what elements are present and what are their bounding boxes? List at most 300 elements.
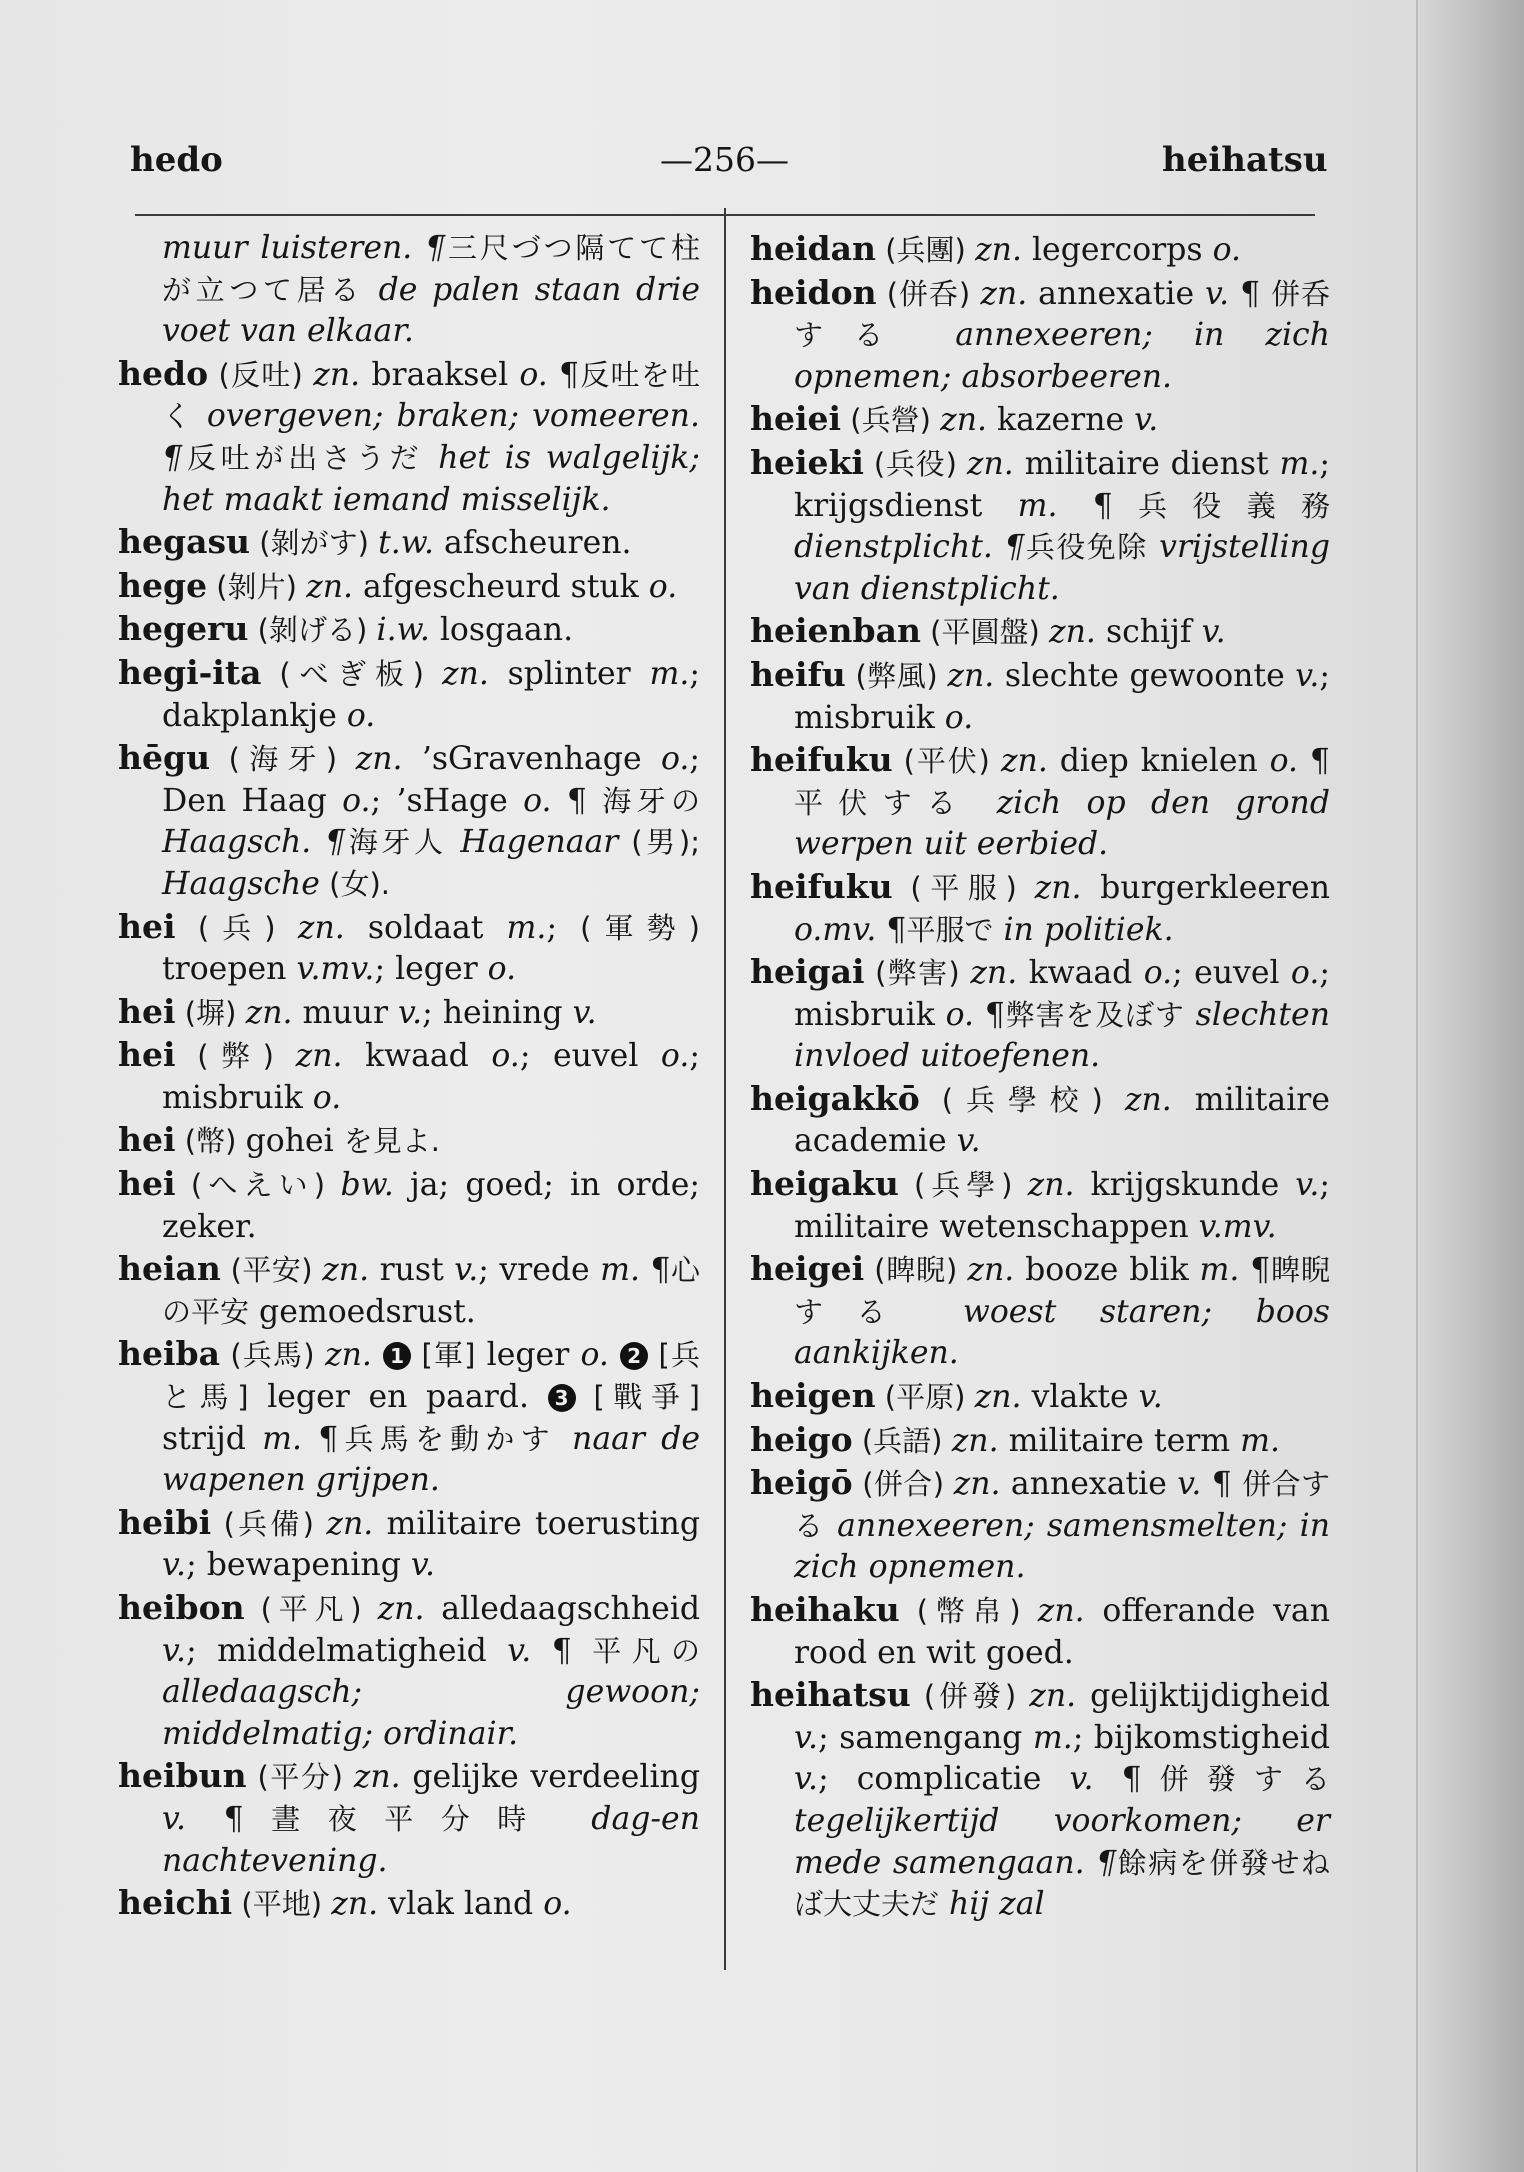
headword: hegasu	[118, 522, 251, 562]
grammar-label: o.	[1269, 743, 1299, 780]
definition-text: ; vrede	[478, 1252, 601, 1289]
grammar-label: m.	[1279, 445, 1320, 482]
headword: heienban	[750, 611, 921, 651]
grammar-label: v.	[1138, 1379, 1163, 1416]
grammar-label: v.	[1201, 614, 1226, 651]
definition-text: ; bijkomstigheid	[1072, 1719, 1330, 1756]
kanji-text: (平分)	[246, 1760, 354, 1795]
headword: heigaku	[750, 1164, 899, 1204]
dictionary-entry	[750, 1375, 1330, 1419]
kanji-text: 睥睨する	[794, 1253, 1330, 1329]
kanji-text: (剝げる)	[248, 613, 377, 648]
grammar-label: m.	[649, 655, 690, 692]
definition-text: kazerne	[987, 402, 1135, 439]
headword: heidon	[750, 272, 877, 312]
kanji-text: (平安)	[220, 1253, 323, 1288]
grammar-label: zn.	[1000, 743, 1048, 780]
kanji-text: (べぎ板)	[261, 656, 442, 691]
definition-text: gelijke verdeeling	[400, 1759, 700, 1796]
kanji-text: (海牙)	[210, 742, 356, 777]
definition-text: ; heining	[422, 994, 573, 1031]
definition-text	[372, 1337, 383, 1373]
grammar-label: zn.	[297, 909, 345, 946]
grammar-label: m.	[1199, 1252, 1240, 1289]
headword: heidan	[750, 229, 876, 268]
headword: hedo	[118, 353, 209, 393]
example-text: annexeeren; in zich opnemen; absorbeeren.	[794, 317, 1330, 395]
grammar-label: zn.	[441, 655, 489, 692]
definition-text: ; militaire wetenschappen	[794, 1167, 1330, 1245]
kanji-text: 併呑する	[794, 276, 1330, 353]
column-divider	[724, 208, 726, 1970]
kanji-text: 平凡の	[592, 1633, 700, 1668]
grammar-label: zn.	[353, 1759, 401, 1796]
dictionary-entry	[750, 654, 1330, 739]
definition-text: troepen	[162, 951, 297, 988]
definition-text: ; samengang	[818, 1719, 1033, 1756]
example-text: woest staren; boos aankijken.	[794, 1293, 1330, 1372]
definition-text: muur	[292, 994, 399, 1031]
grammar-label: o.	[580, 1337, 609, 1374]
grammar-label: o.	[487, 951, 517, 988]
kanji-text: (幣帛)	[899, 1594, 1038, 1628]
example-text: de palen staan drie voet van elkaar.	[162, 271, 700, 350]
grammar-label: v.	[956, 1123, 981, 1160]
grammar-label: o.	[1290, 955, 1320, 992]
headword: heibi	[118, 1502, 212, 1542]
grammar-label: zn.	[295, 1038, 343, 1075]
grammar-label: o.	[312, 1079, 342, 1116]
kanji-text: (男);	[618, 825, 700, 860]
grammar-label: o.	[944, 699, 974, 736]
kanji-text: (剝片)	[207, 569, 307, 604]
grammar-label: zn.	[940, 402, 988, 439]
kanji-text: 心の平安	[162, 1253, 700, 1329]
dictionary-entry	[750, 1419, 1330, 1463]
kanji-text: 兵役義務	[1112, 488, 1330, 523]
dictionary-entry	[118, 1333, 700, 1501]
kanji-text: (兵營)	[841, 403, 941, 438]
headword: heigo	[750, 1419, 853, 1459]
right-column	[750, 228, 1330, 1926]
example-text: muur luisteren. ¶	[162, 230, 446, 266]
example-text: overgeven; braken; vomeeren. ¶	[162, 398, 700, 476]
headword: heifu	[750, 654, 846, 694]
dictionary-entry	[118, 1755, 700, 1882]
dictionary-entry	[118, 608, 700, 652]
headword: heigei	[750, 1249, 865, 1289]
definition-text: annexatie	[1000, 1466, 1178, 1503]
definition-text: burgerkleeren	[1081, 869, 1330, 906]
sense-number: 3	[548, 1384, 576, 1412]
entry-continuation	[118, 228, 700, 353]
grammar-label: v.	[398, 994, 423, 1031]
kanji-text: 海牙の	[602, 783, 700, 818]
dictionary-entry	[118, 1502, 700, 1587]
definition-text: ¶	[547, 356, 580, 393]
definition-text: ; Den Haag	[162, 741, 700, 819]
kanji-text: 併合する	[794, 1467, 1330, 1543]
definition-text: slechte gewoonte	[994, 657, 1296, 694]
kanji-text: (へえい)	[175, 1168, 341, 1203]
kanji-text: (平圓盤)	[920, 615, 1050, 650]
headword: heigen	[750, 1376, 876, 1416]
grammar-label: o.	[523, 782, 552, 819]
headword: hei	[118, 1035, 176, 1075]
definition-text: ¶	[531, 1632, 593, 1669]
kanji-text: 反吐を吐く	[162, 357, 700, 434]
kanji-text: (平凡)	[244, 1592, 378, 1626]
grammar-label: v.mv.	[296, 951, 375, 988]
definition-text: rust	[369, 1252, 455, 1289]
definition-text: leger	[475, 1337, 581, 1374]
grammar-label: i.w.	[376, 612, 430, 649]
grammar-label: o.	[1143, 955, 1173, 992]
grammar-label: o.	[945, 996, 975, 1033]
definition-text: splinter	[488, 655, 650, 692]
grammar-label: zn.	[947, 657, 995, 694]
grammar-label: zn.	[974, 1379, 1022, 1416]
definition-text: afscheuren.	[434, 525, 632, 562]
definition-text: ¶	[974, 996, 1005, 1033]
kanji-text: 晝夜平分時	[243, 1801, 554, 1836]
kanji-text: 三尺づつ隔てて柱が立つて居る	[162, 231, 700, 307]
headword: heiei	[750, 399, 842, 439]
definition-text: ; complicatie	[818, 1761, 1070, 1798]
definition-text: ¶	[1201, 1466, 1243, 1503]
definition-text: afgescheurd stuk	[353, 568, 649, 605]
definition-text: ; euvel	[1172, 955, 1291, 992]
grammar-label: zn.	[324, 1337, 372, 1374]
grammar-label: m.	[1032, 1719, 1073, 1756]
example-text: Haagsch. ¶	[162, 824, 346, 861]
grammar-label: o.	[648, 568, 678, 605]
definition-text: ¶	[640, 1252, 671, 1289]
grammar-label: zn.	[1037, 1593, 1085, 1629]
headword: hei	[118, 991, 176, 1031]
headword: heifuku	[750, 740, 893, 780]
definition-text: ; misbruik	[794, 955, 1330, 1033]
definition-text: ¶	[1057, 487, 1113, 524]
definition-text: alledaagschheid	[424, 1591, 700, 1627]
grammar-label: o.	[491, 1038, 520, 1075]
definition-text: soldaat	[344, 909, 507, 946]
grammar-label: v.	[572, 994, 597, 1031]
headword: heiba	[118, 1334, 220, 1374]
headword: heigakkō	[750, 1078, 920, 1118]
grammar-label: zn.	[951, 1422, 999, 1459]
grammar-label: zn.	[1027, 1167, 1075, 1204]
kanji-text: [軍]	[411, 1338, 476, 1373]
definition-text: gemoedsrust.	[249, 1293, 476, 1330]
kanji-text: (平服)	[892, 870, 1035, 905]
grammar-label: zn.	[355, 741, 403, 778]
grammar-label: o.mv.	[794, 911, 877, 948]
kanji-text: (兵)	[175, 910, 298, 945]
definition-text: booze blik	[1014, 1252, 1200, 1289]
grammar-label: o.	[346, 697, 376, 734]
definition-text: ¶	[876, 911, 907, 948]
kanji-text: [兵と馬]	[162, 1338, 701, 1415]
grammar-label: v.	[1295, 1167, 1320, 1204]
kanji-text: 弊害を及ぼす	[1004, 997, 1185, 1032]
definition-text: strijd	[162, 1420, 263, 1457]
kanji-text: (弊)	[175, 1039, 296, 1074]
example-text: dienstplicht. ¶	[794, 529, 1025, 566]
grammar-label: v.	[410, 1547, 435, 1584]
example-text: naar de wapenen grijpen.	[162, 1420, 700, 1499]
kanji-text: (兵役)	[863, 446, 967, 481]
example-text: Haagsche	[162, 865, 320, 902]
grammar-label: v.	[507, 1632, 532, 1669]
grammar-label: zn.	[970, 955, 1018, 992]
grammar-label: v.	[794, 1761, 819, 1798]
grammar-label: zn.	[326, 1505, 374, 1542]
definition-text: ja; goed; in orde; zeker.	[162, 1167, 700, 1245]
definition-text: gelijktijdigheid	[1076, 1678, 1330, 1715]
headword: heibun	[118, 1756, 247, 1796]
definition-text: gohei	[245, 1123, 344, 1160]
headword: heifuku	[750, 866, 893, 906]
kanji-text: (平地)	[232, 1887, 332, 1922]
kanji-text: (幣)	[175, 1124, 246, 1159]
definition-text: militaire toerusting	[373, 1505, 700, 1542]
definition-text: ; leger	[374, 951, 488, 988]
example-text: in politiek.	[993, 911, 1174, 948]
grammar-label: m.	[1240, 1422, 1281, 1459]
dictionary-entry	[118, 906, 700, 991]
definition-text: ; euvel	[519, 1038, 661, 1075]
kanji-text: (兵備)	[211, 1506, 327, 1541]
definition-text: ; dakplankje	[162, 655, 700, 734]
kanji-text: (兵學校)	[919, 1082, 1125, 1117]
definition-text: ; middelmatigheid	[186, 1632, 508, 1669]
definition-text: ¶	[1229, 275, 1272, 312]
page-number: —256—	[660, 140, 789, 179]
grammar-label: zn.	[1124, 1081, 1172, 1118]
grammar-label: m.	[262, 1420, 303, 1457]
example-text: annexeeren; samensmelten; in zich opnemen.	[794, 1507, 1330, 1586]
grammar-label: m.	[600, 1252, 641, 1289]
dictionary-entry	[118, 1882, 700, 1926]
dictionary-entry	[750, 398, 1330, 442]
dictionary-entry	[118, 1248, 700, 1333]
definition-text: ¶	[1093, 1761, 1142, 1798]
example-text: zich op den grond werpen uit eerbied.	[794, 784, 1330, 863]
kanji-text: (弊風)	[845, 658, 948, 693]
grammar-label: m.	[1017, 487, 1058, 524]
kanji-text: (兵團)	[875, 233, 976, 267]
headword: heigai	[750, 952, 865, 992]
definition-text: ¶	[1298, 743, 1330, 780]
headword: hegeru	[118, 609, 249, 649]
dictionary-entry	[750, 442, 1330, 610]
kanji-text: 兵馬を動かす	[338, 1421, 556, 1456]
grammar-label: zn.	[322, 1252, 370, 1289]
kanji-text: (併發)	[910, 1679, 1030, 1714]
grammar-label: zn.	[966, 445, 1014, 482]
sense-number: 2	[620, 1342, 648, 1370]
definition-text: krijgskunde	[1074, 1167, 1296, 1204]
kanji-text: 平伏する	[794, 785, 972, 820]
example-text: Hagenaar	[446, 824, 619, 861]
definition-text: militaire academie	[794, 1081, 1330, 1160]
grammar-label: t.w.	[378, 525, 435, 562]
dictionary-entry	[750, 610, 1330, 654]
kanji-text: 平服で	[906, 912, 994, 947]
dictionary-entry	[118, 991, 700, 1035]
headword: hei	[118, 1120, 176, 1160]
grammar-label: v.	[162, 1547, 187, 1584]
grammar-label: zn.	[975, 232, 1022, 268]
grammar-label: v.	[162, 1632, 187, 1669]
headword: heibon	[118, 1588, 245, 1627]
kanji-text: (兵語)	[852, 1423, 952, 1458]
left-column	[118, 228, 700, 1926]
headword: hēgu	[118, 738, 211, 778]
dictionary-entry	[118, 1119, 700, 1163]
grammar-label: zn.	[953, 1466, 1001, 1503]
grammar-label: zn.	[967, 1252, 1015, 1289]
kanji-text: (剝がす)	[250, 526, 379, 561]
grammar-label: zn.	[306, 568, 354, 605]
dictionary-entry	[750, 1078, 1330, 1163]
kanji-text: (反吐)	[208, 357, 314, 392]
definition-text: ¶	[302, 1420, 339, 1457]
grammar-label: o.	[660, 1038, 690, 1075]
headword: heian	[118, 1249, 221, 1289]
grammar-label: zn.	[1034, 869, 1082, 906]
grammar-label: o.	[342, 782, 371, 819]
definition-text: ¶	[186, 1800, 244, 1837]
kanji-text: 兵役免除	[1024, 530, 1148, 565]
kanji-text: (兵學)	[898, 1168, 1028, 1203]
grammar-label: zn.	[331, 1886, 379, 1923]
grammar-label: zn.	[980, 275, 1028, 312]
dictionary-entry	[750, 1248, 1330, 1375]
headword: heigō	[750, 1463, 853, 1503]
kanji-text: (女).	[319, 866, 391, 901]
definition-text: kwaad	[342, 1038, 492, 1075]
grammar-label: zn.	[1029, 1678, 1077, 1715]
example-text: alledaagsch; gewoon; middelmatig; ordinair.	[162, 1674, 700, 1752]
kanji-text: 海牙人	[345, 825, 447, 860]
example-text: hij zal	[939, 1886, 1045, 1923]
definition-text: ¶	[1239, 1252, 1271, 1289]
dictionary-entry	[750, 1462, 1330, 1589]
grammar-label: v.	[1134, 402, 1159, 439]
kanji-text: 併發する	[1141, 1762, 1330, 1797]
definition-text: braaksel	[360, 356, 520, 393]
dictionary-entry	[118, 1163, 700, 1248]
headword: heichi	[118, 1883, 233, 1923]
kanji-text: [戰爭]	[575, 1380, 700, 1415]
definition-text: annexatie	[1027, 275, 1206, 312]
dictionary-entry	[118, 565, 700, 609]
definition-text: vlakte	[1021, 1379, 1139, 1416]
example-text: het is walgelijk; het maakt iemand misselijk.	[162, 439, 700, 518]
headword: hege	[118, 565, 208, 605]
grammar-label: v.	[794, 1719, 819, 1756]
example-text: vrijstelling van dienstplicht.	[794, 529, 1330, 607]
definition-text: ¶	[551, 782, 603, 819]
running-head-right: heihatsu	[1162, 140, 1328, 180]
dictionary-entry	[750, 1589, 1330, 1674]
definition-text: legercorps	[1021, 232, 1213, 268]
definition-text: militaire dienst	[1013, 445, 1280, 482]
kanji-text: を見よ.	[343, 1124, 440, 1159]
kanji-text: (弊害)	[864, 956, 971, 991]
headword: heihaku	[750, 1590, 900, 1629]
dictionary-entry	[118, 1034, 700, 1119]
definition-text: ;	[546, 909, 581, 946]
grammar-label: zn.	[377, 1591, 425, 1627]
dictionary-entry	[750, 1674, 1330, 1926]
grammar-label: o.	[1212, 232, 1242, 268]
grammar-label: v.mv.	[1198, 1208, 1277, 1245]
grammar-label: o.	[660, 741, 690, 778]
grammar-label: zn.	[245, 994, 293, 1031]
kanji-text: (塀)	[175, 995, 246, 1030]
dictionary-entry	[750, 272, 1330, 399]
grammar-label: m.	[506, 909, 547, 946]
dictionary-entry	[118, 353, 700, 521]
kanji-text: (平伏)	[892, 744, 1001, 779]
kanji-text: (平原)	[875, 1380, 975, 1415]
kanji-text: (兵馬)	[219, 1338, 325, 1373]
grammar-label: v.	[454, 1252, 479, 1289]
kanji-text: 餘病を併發せねば大丈夫だ	[794, 1845, 1330, 1922]
grammar-label: v.	[1069, 1761, 1094, 1798]
dictionary-entry	[118, 1587, 700, 1755]
grammar-label: o.	[519, 356, 548, 393]
running-head-left: hedo	[130, 140, 223, 180]
dictionary-entry	[118, 737, 700, 905]
kanji-text: 反吐が出さうだ	[182, 440, 424, 475]
definition-text: vlak land	[378, 1886, 544, 1923]
headword: heieki	[750, 442, 864, 482]
definition-text: diep knielen	[1047, 743, 1270, 780]
dictionary-entry	[750, 739, 1330, 866]
definition-text: ; misbruik	[162, 1038, 700, 1116]
grammar-label: zn.	[313, 356, 361, 393]
dictionary-entry	[750, 866, 1330, 951]
definition-text: ; bewapening	[186, 1547, 411, 1584]
facing-page-edge	[1416, 0, 1524, 2172]
dictionary-entry	[118, 652, 700, 737]
example-text: slechten invloed uitoefenen.	[794, 996, 1330, 1075]
definition-text: schijf	[1095, 614, 1202, 651]
grammar-label: o.	[543, 1886, 572, 1923]
grammar-label: v.	[1205, 275, 1230, 312]
kanji-text: (軍勢)	[580, 910, 700, 945]
kanji-text: (併呑)	[876, 276, 981, 311]
grammar-label: v.	[1295, 657, 1320, 694]
dictionary-entry	[750, 951, 1330, 1078]
definition-text: losgaan.	[429, 612, 574, 649]
definition-text: ’sGravenhage	[402, 741, 661, 778]
definition-text: militaire term	[998, 1422, 1241, 1459]
dictionary-entry	[118, 521, 700, 565]
definition-text: offerande van rood en wit goed.	[794, 1593, 1330, 1671]
headword: hei	[118, 906, 176, 946]
headword: hei	[118, 1164, 176, 1204]
definition-text: ; ’sHage	[370, 782, 524, 819]
grammar-label: v.	[162, 1800, 187, 1837]
definition-text	[609, 1337, 620, 1373]
kanji-text: (睥睨)	[864, 1253, 968, 1288]
definition-text: leger en paard.	[248, 1379, 548, 1416]
